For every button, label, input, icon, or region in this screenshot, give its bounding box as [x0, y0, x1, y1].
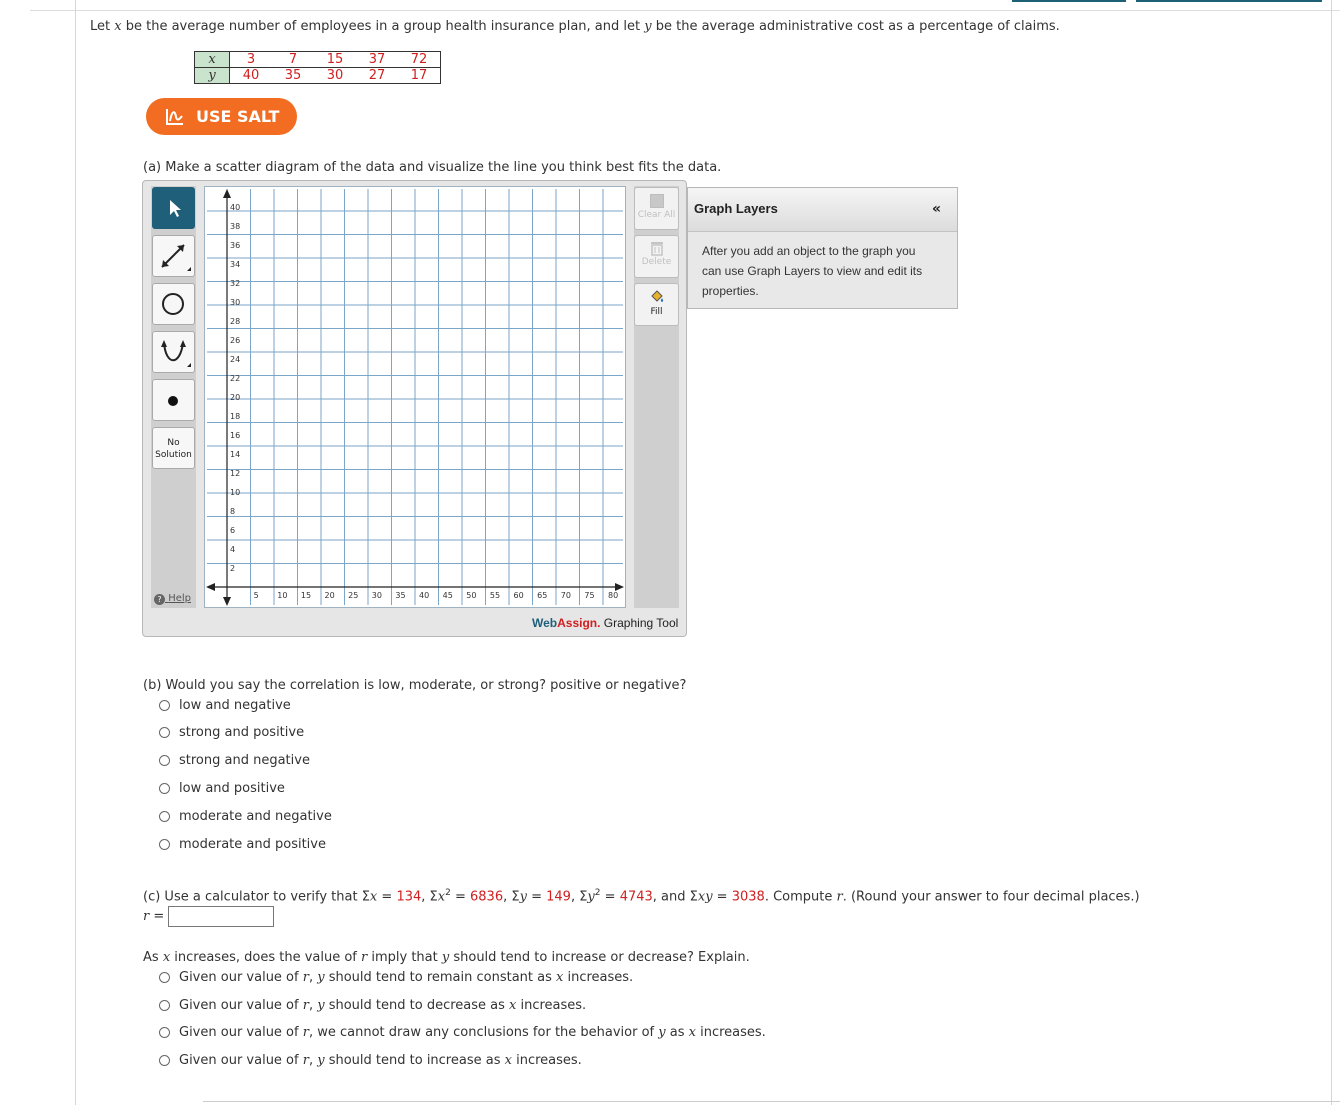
clear-all-label: Clear All: [637, 210, 676, 220]
y-tick-label: 6: [230, 526, 236, 535]
x-value: 15: [314, 52, 356, 68]
parabola-tool-button[interactable]: [152, 331, 195, 373]
y-tick-label: 20: [230, 393, 241, 402]
radio-button[interactable]: [159, 972, 170, 983]
y-axis-arrow-up: [223, 189, 231, 198]
x-axis-arrow-left: [206, 583, 215, 591]
radio-button[interactable]: [159, 1000, 170, 1011]
x-tick-label: 15: [300, 591, 312, 600]
y-tick-label: 26: [230, 336, 241, 345]
y-value: 40: [230, 68, 273, 84]
y-value: 30: [314, 68, 356, 84]
y-tick-label: 12: [230, 469, 241, 478]
table-row: [195, 68, 441, 84]
x-tick-label: 5: [253, 591, 259, 600]
x-tick-label: 50: [466, 591, 477, 600]
x-axis-arrow-right: [615, 583, 624, 591]
data-table: [194, 51, 441, 84]
y-tick-label: 24: [230, 355, 241, 364]
no-solution-button[interactable]: [152, 427, 195, 469]
x-value: 3: [230, 52, 273, 68]
x-value: 37: [356, 52, 398, 68]
circle-icon: [153, 284, 194, 324]
radio-button[interactable]: [159, 1055, 170, 1066]
radio-button[interactable]: [159, 755, 170, 766]
radio-button[interactable]: [159, 839, 170, 850]
graph-layers-help-text: After you add an object to the graph you can use Graph Layers to view and edit its properties.: [702, 244, 923, 298]
radio-button[interactable]: [159, 727, 170, 738]
radio-button[interactable]: [159, 783, 170, 794]
point-dot-icon: [153, 380, 194, 420]
y-header: y: [195, 68, 230, 84]
y-tick-label: 40: [230, 203, 241, 212]
x-tick-label: 45: [442, 591, 453, 600]
radio-button[interactable]: [159, 700, 170, 711]
delete-button[interactable]: [634, 235, 679, 278]
clear-all-icon: [650, 194, 664, 208]
trash-icon: [649, 240, 665, 256]
y-value: 17: [398, 68, 441, 84]
y-tick-label: 36: [230, 241, 241, 250]
pointer-tool-button[interactable]: [152, 187, 195, 229]
graph-canvas[interactable]: [204, 186, 626, 608]
delete-label: Delete: [641, 257, 672, 267]
x-header: x: [195, 52, 230, 68]
x-tick-label: 80: [608, 591, 619, 600]
y-tick-label: 30: [230, 298, 241, 307]
line-tool-button[interactable]: [152, 235, 195, 277]
collapse-chevron-icon[interactable]: «: [932, 201, 942, 217]
paint-bucket-icon: [649, 289, 665, 305]
fill-button[interactable]: [634, 283, 679, 326]
y-tick-label: 32: [230, 279, 241, 288]
content-border-left: [75, 0, 76, 1105]
x-tick-label: 60: [513, 591, 524, 600]
pointer-arrow-icon: [153, 188, 194, 228]
parabola-icon: [153, 332, 194, 372]
graph-layers-panel: [687, 187, 958, 309]
y-value: 35: [272, 68, 314, 84]
x-tick-label: 65: [537, 591, 548, 600]
x-tick-label: 20: [324, 591, 335, 600]
help-icon: ?: [154, 594, 165, 605]
y-tick-label: 34: [230, 260, 241, 269]
graph-layers-title: Graph Layers: [694, 201, 778, 216]
graph-grid[interactable]: [205, 187, 625, 607]
y-tick-label: 4: [230, 545, 236, 554]
line-arrow-icon: [153, 236, 194, 276]
question-intro: Let x be the average number of employees in a group health insurance plan, and let y be the average administrative cost as a percentage of claims.: [90, 19, 1060, 34]
x-tick-label: 30: [371, 591, 382, 600]
x-value: 7: [272, 52, 314, 68]
part-d-prompt: As x increases, does the value of r imply that y should tend to increase or decrease? Explain.: [143, 950, 750, 965]
table-row: [195, 52, 441, 68]
radio-button[interactable]: [159, 1027, 170, 1038]
x-tick-label: 75: [584, 591, 595, 600]
webassign-brand: WebAssign. Graphing Tool: [532, 616, 679, 630]
y-tick-label: 28: [230, 317, 241, 326]
x-tick-label: 35: [395, 591, 406, 600]
part-a-prompt: (a) Make a scatter diagram of the data and visualize the line you think best fits the data.: [143, 160, 722, 175]
y-tick-label: 10: [230, 488, 241, 497]
x-tick-label: 40: [419, 591, 430, 600]
x-tick-label: 25: [348, 591, 359, 600]
r-answer-input[interactable]: [168, 906, 274, 927]
fill-label: Fill: [650, 307, 663, 317]
x-tick-label: 70: [560, 591, 571, 600]
no-solution-label: Solution: [155, 450, 192, 460]
y-tick-label: 16: [230, 431, 241, 440]
content-border-bottom: [203, 1101, 1340, 1102]
y-axis-arrow-down: [223, 597, 231, 606]
x-value: 72: [398, 52, 441, 68]
radio-button[interactable]: [159, 811, 170, 822]
y-value: 27: [356, 68, 398, 84]
help-link[interactable]: ? Help: [154, 593, 191, 605]
no-solution-label: No: [167, 438, 180, 448]
y-tick-label: 18: [230, 412, 241, 421]
clear-all-button[interactable]: [634, 187, 679, 230]
part-b-prompt: (b) Would you say the correlation is low, moderate, or strong? positive or negative?: [143, 678, 687, 693]
y-tick-label: 8: [230, 507, 236, 516]
use-salt-label: USE SALT: [196, 107, 280, 126]
circle-tool-button[interactable]: [152, 283, 195, 325]
content-border-right: [1331, 0, 1332, 1105]
top-nav-button[interactable]: [1012, 0, 1126, 2]
r-label: r =: [143, 909, 165, 924]
point-tool-button[interactable]: [152, 379, 195, 421]
salt-chart-icon: [166, 108, 184, 125]
top-nav-button[interactable]: [1136, 0, 1322, 2]
y-tick-label: 22: [230, 374, 241, 383]
y-tick-label: 14: [230, 450, 241, 459]
x-tick-label: 55: [489, 591, 501, 600]
graph-layers-header[interactable]: [688, 188, 957, 232]
y-tick-label: 38: [230, 222, 241, 231]
x-tick-label: 10: [277, 591, 288, 600]
part-c-prompt: (c) Use a calculator to verify that Σx = 134, $\Sigma x^2 = 6836$, Σy = 149, $\Sigma y^2 = 4743$, and Σxy = 3038. Compute r. (Round your answer to four decimal places.): [143, 888, 1140, 905]
y-tick-label: 2: [230, 564, 236, 573]
